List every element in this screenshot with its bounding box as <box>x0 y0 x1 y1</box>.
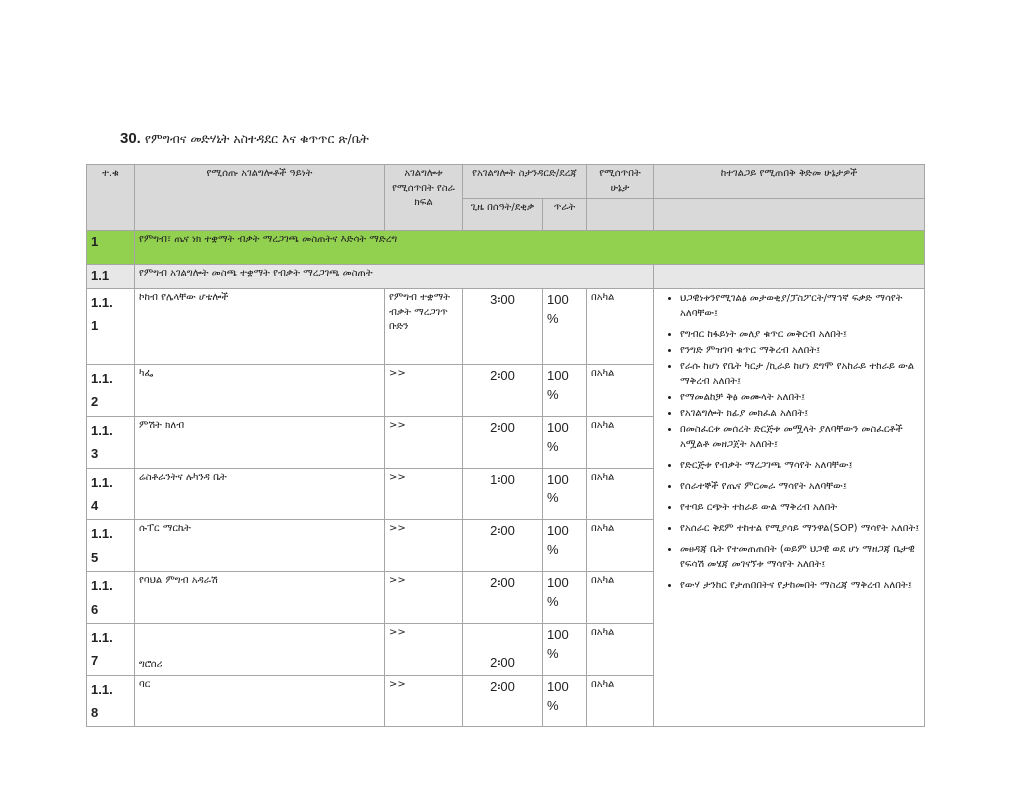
row-status: በአካል <box>587 520 654 572</box>
row-unit: >> <box>385 416 463 468</box>
row-quality: 100 % <box>543 572 587 624</box>
condition-item: • የንግድ ምዝገባ ቁጥር ማቅረብ አለበት፤ <box>680 343 920 358</box>
row-time: 1፡00 <box>463 468 543 520</box>
row-status: በአካል <box>587 365 654 417</box>
row-quality: 100 % <box>543 416 587 468</box>
header-status-empty <box>587 199 654 231</box>
row-time: 2፡00 <box>463 572 543 624</box>
row-quality: 100 % <box>543 520 587 572</box>
row-service: ሬስቶራንትና ሉካንዳ ቤት <box>135 468 385 520</box>
condition-item: • የማመልከቻ ቅፅ መሙላት አለበት፤ <box>680 390 920 405</box>
header-no: ተ.ቁ <box>87 165 135 231</box>
row-quality: 100 % <box>543 468 587 520</box>
row-service: ምሽት ክለብ <box>135 416 385 468</box>
row-service: ሱፐር ማርኬት <box>135 520 385 572</box>
table-row <box>87 289 925 365</box>
row-status: በአካል <box>587 572 654 624</box>
row-number: 1.1. 7 <box>87 623 135 675</box>
row-status: በአካል <box>587 416 654 468</box>
heading-title: የምግብና መድሃኒት አስተዳደር እና ቁጥጥር ጽ/ቤት <box>144 131 369 146</box>
row-number: 1.1. 4 <box>87 468 135 520</box>
header-service-type: የሚሰጡ አገልግሎቶች ዓይነት <box>135 165 385 231</box>
header-conditions-empty <box>654 199 925 231</box>
row-time: 2፡00 <box>463 675 543 727</box>
header-quality: ጥራት <box>543 199 587 231</box>
condition-item: • የሰራተኞች የጤና ምርመራ ማሳየት አለባቸው፤ <box>680 479 920 494</box>
condition-item: • የአሰራር ቅደም ተከተል የሚያሳይ ማንዋል(SOP) ማሳየት አለበት፤ <box>680 521 920 536</box>
row-unit: >> <box>385 365 463 417</box>
row-number: 1.1. 2 <box>87 365 135 417</box>
row-number: 1.1. 8 <box>87 675 135 727</box>
row-unit: የምግብ ተቋማት ብቃት ማረጋገጥ ቡድን <box>385 289 463 365</box>
section-1-number: 1 <box>87 231 135 265</box>
row-status: በአካል <box>587 623 654 675</box>
row-service: የባህል ምግብ አዳራሽ <box>135 572 385 624</box>
header-status: የሚሰጥበት ሁኔታ <box>587 165 654 199</box>
header-conditions: ከተገልጋይ የሚጠበቅ ቅድመ ሁኔታዎች <box>654 165 925 199</box>
row-quality: 100 % <box>543 675 587 727</box>
row-quality: 100 % <box>543 365 587 417</box>
row-status: በአካል <box>587 468 654 520</box>
condition-item: • መፀዳጃ ቤት የተመጠጠበት (ወይም ህጋዊ ወደ ሆነ ማዘጋጃ ቤታዊ የፍሳሽ መሄጃ መገናኘቱ ማሳየት አለበት፤ <box>680 542 920 572</box>
header-standard: የአገልግሎት ስታንዳርድ/ደረጃ <box>463 165 587 199</box>
condition-item: • በመስፈርቱ መሰረት ድርጅቱ መሟላት ያለባቸውን መስፈርቶች አሟልቶ መዘጋጀት አለበት፤ <box>680 422 920 452</box>
row-number: 1.1. 1 <box>87 289 135 365</box>
section-1-title: የምግብ፣ ጤና ነክ ተቋማት ብቃት ማረጋገጫ መስጠትና እድሳት ማድረግ <box>135 231 925 265</box>
row-service: ባር <box>135 675 385 727</box>
heading-number: 30. <box>120 130 141 147</box>
row-time: 2፡00 <box>463 520 543 572</box>
row-service: ግሮሰሪ <box>135 623 385 675</box>
row-quality: 100 % <box>543 623 587 675</box>
row-service: ካፌ <box>135 365 385 417</box>
row-time: 2፡00 <box>463 365 543 417</box>
condition-item: • የግብር ከፋይነት መለያ ቁጥር መቅርብ አለበት፤ <box>680 327 920 342</box>
row-time: 2፡00 <box>463 416 543 468</box>
row-unit: >> <box>385 520 463 572</box>
row-number: 1.1. 6 <box>87 572 135 624</box>
condition-item: • የተባይ ርጭት ተከራይ ውል ማቅረብ አለበት <box>680 500 920 515</box>
row-time: 3፡00 <box>463 289 543 365</box>
header-time: ጊዜ በሰዓት/ደቂቃ <box>463 199 543 231</box>
document-heading <box>120 130 369 147</box>
row-unit: >> <box>385 623 463 675</box>
row-status: በአካል <box>587 289 654 365</box>
condition-item: • የድርጅቱ የብቃት ማረጋገጫ ማሳየት አለባቸው፤ <box>680 458 920 473</box>
condition-item: • ህጋዊነቱንየሚገልፅ መታወቂያ/ፓስፖርት/ማኅኛ ፍቃድ ማሳየት አለባቸው፤ <box>680 291 920 321</box>
service-standards-table <box>86 164 925 727</box>
row-quality: 100 % <box>543 289 587 365</box>
row-unit: >> <box>385 468 463 520</box>
section-1-1-title: የምግብ አገልግሎት መስጫ ተቋማት የብቃት ማረጋገጫ መስጠት <box>135 265 654 289</box>
row-time: 2፡00 <box>463 623 543 675</box>
row-service: ኮከብ የሌላቸው ሆቴሎች <box>135 289 385 365</box>
condition-item: • የአገልግሎት ክፊያ መክፈል አለበት፤ <box>680 406 920 421</box>
row-unit: >> <box>385 675 463 727</box>
row-unit: >> <box>385 572 463 624</box>
conditions-cell <box>654 289 925 727</box>
row-status: በአካል <box>587 675 654 727</box>
section-1-1-empty <box>654 265 925 289</box>
row-number: 1.1. 3 <box>87 416 135 468</box>
conditions-list <box>658 291 920 593</box>
header-unit: አገልግሎቱ የሚሰጥበት የስራ ክፍል <box>385 165 463 231</box>
condition-item: • የውሃ ታንከር የታጠበበትና የታከመበት ማስረጃ ማቅረብ አለበት፤ <box>680 578 920 593</box>
row-number: 1.1. 5 <box>87 520 135 572</box>
section-1-1-number: 1.1 <box>87 265 135 289</box>
condition-item: • የራሱ ከሆነ የቤት ካርታ /ኪራይ ከሆነ ደግሞ የአከራይ ተከራይ ውል ማቅረብ አለበት፤ <box>680 359 920 389</box>
